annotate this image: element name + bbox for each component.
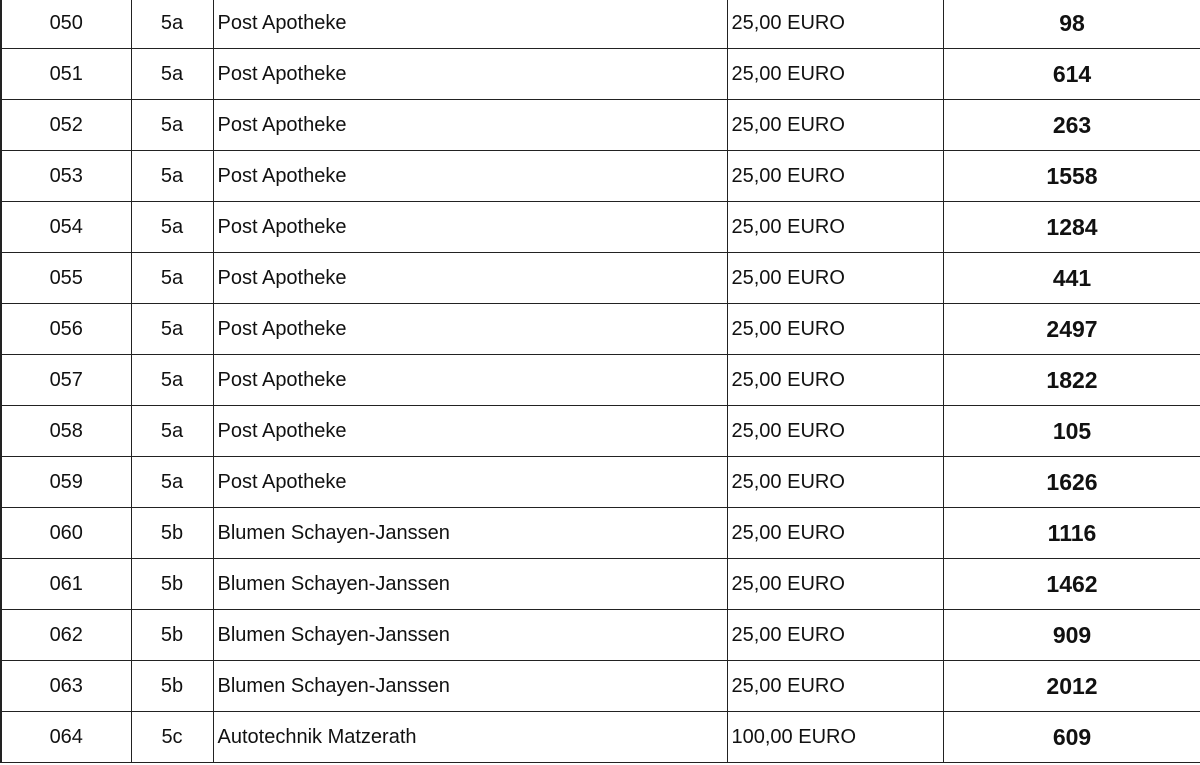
sponsor-cell: Post Apotheke	[213, 49, 727, 100]
table-row	[1, 457, 1200, 508]
ticket-number-cell: 2012	[943, 661, 1200, 712]
sponsor-cell: Blumen Schayen-Janssen	[213, 610, 727, 661]
prize-value-cell: 25,00 EURO	[727, 355, 943, 406]
sponsor-cell: Post Apotheke	[213, 457, 727, 508]
prize-value-cell: 25,00 EURO	[727, 304, 943, 355]
ticket-number-cell: 1284	[943, 202, 1200, 253]
class-cell: 5b	[131, 661, 213, 712]
row-number-cell: 052	[1, 100, 131, 151]
sponsor-cell: Post Apotheke	[213, 100, 727, 151]
ticket-number-cell: 263	[943, 100, 1200, 151]
table-row	[1, 610, 1200, 661]
table-row	[1, 253, 1200, 304]
row-number-cell: 057	[1, 355, 131, 406]
ticket-number-cell: 1626	[943, 457, 1200, 508]
prize-value-cell: 25,00 EURO	[727, 0, 943, 49]
class-cell: 5a	[131, 202, 213, 253]
ticket-number-cell: 909	[943, 610, 1200, 661]
row-number-cell: 059	[1, 457, 131, 508]
sponsor-cell: Blumen Schayen-Janssen	[213, 559, 727, 610]
row-number-cell: 060	[1, 508, 131, 559]
sponsor-cell: Post Apotheke	[213, 0, 727, 49]
class-cell: 5a	[131, 100, 213, 151]
sponsor-cell: Post Apotheke	[213, 406, 727, 457]
sponsor-cell: Post Apotheke	[213, 202, 727, 253]
sponsor-cell: Blumen Schayen-Janssen	[213, 661, 727, 712]
table-row	[1, 508, 1200, 559]
sponsor-cell: Post Apotheke	[213, 304, 727, 355]
table-row	[1, 202, 1200, 253]
row-number-cell: 051	[1, 49, 131, 100]
row-number-cell: 050	[1, 0, 131, 49]
prize-value-cell: 25,00 EURO	[727, 253, 943, 304]
sponsor-cell: Post Apotheke	[213, 151, 727, 202]
prize-value-cell: 25,00 EURO	[727, 49, 943, 100]
class-cell: 5b	[131, 508, 213, 559]
table-row	[1, 355, 1200, 406]
class-cell: 5a	[131, 304, 213, 355]
class-cell: 5a	[131, 151, 213, 202]
row-number-cell: 064	[1, 712, 131, 763]
class-cell: 5a	[131, 406, 213, 457]
row-number-cell: 053	[1, 151, 131, 202]
prize-value-cell: 25,00 EURO	[727, 100, 943, 151]
table-row	[1, 0, 1200, 49]
ticket-number-cell: 105	[943, 406, 1200, 457]
prize-value-cell: 25,00 EURO	[727, 559, 943, 610]
table-row	[1, 304, 1200, 355]
prize-value-cell: 25,00 EURO	[727, 457, 943, 508]
table-row	[1, 151, 1200, 202]
ticket-number-cell: 1116	[943, 508, 1200, 559]
ticket-number-cell: 98	[943, 0, 1200, 49]
class-cell: 5a	[131, 355, 213, 406]
row-number-cell: 055	[1, 253, 131, 304]
ticket-number-cell: 1558	[943, 151, 1200, 202]
prize-value-cell: 25,00 EURO	[727, 661, 943, 712]
class-cell: 5a	[131, 0, 213, 49]
row-number-cell: 058	[1, 406, 131, 457]
prize-value-cell: 100,00 EURO	[727, 712, 943, 763]
ticket-number-cell: 441	[943, 253, 1200, 304]
prize-table-body	[1, 0, 1200, 763]
table-row	[1, 49, 1200, 100]
class-cell: 5a	[131, 457, 213, 508]
sponsor-cell: Blumen Schayen-Janssen	[213, 508, 727, 559]
table-row	[1, 712, 1200, 763]
class-cell: 5a	[131, 49, 213, 100]
sponsor-cell: Post Apotheke	[213, 355, 727, 406]
row-number-cell: 063	[1, 661, 131, 712]
prize-value-cell: 25,00 EURO	[727, 151, 943, 202]
table-row	[1, 559, 1200, 610]
sponsor-cell: Post Apotheke	[213, 253, 727, 304]
table-row	[1, 100, 1200, 151]
ticket-number-cell: 1462	[943, 559, 1200, 610]
row-number-cell: 061	[1, 559, 131, 610]
sponsor-cell: Autotechnik Matzerath	[213, 712, 727, 763]
prize-value-cell: 25,00 EURO	[727, 406, 943, 457]
row-number-cell: 054	[1, 202, 131, 253]
prize-value-cell: 25,00 EURO	[727, 610, 943, 661]
class-cell: 5b	[131, 559, 213, 610]
class-cell: 5a	[131, 253, 213, 304]
class-cell: 5b	[131, 610, 213, 661]
row-number-cell: 062	[1, 610, 131, 661]
prize-value-cell: 25,00 EURO	[727, 202, 943, 253]
row-number-cell: 056	[1, 304, 131, 355]
table-row	[1, 661, 1200, 712]
ticket-number-cell: 2497	[943, 304, 1200, 355]
ticket-number-cell: 609	[943, 712, 1200, 763]
table-row	[1, 406, 1200, 457]
class-cell: 5c	[131, 712, 213, 763]
prize-value-cell: 25,00 EURO	[727, 508, 943, 559]
ticket-number-cell: 614	[943, 49, 1200, 100]
ticket-number-cell: 1822	[943, 355, 1200, 406]
